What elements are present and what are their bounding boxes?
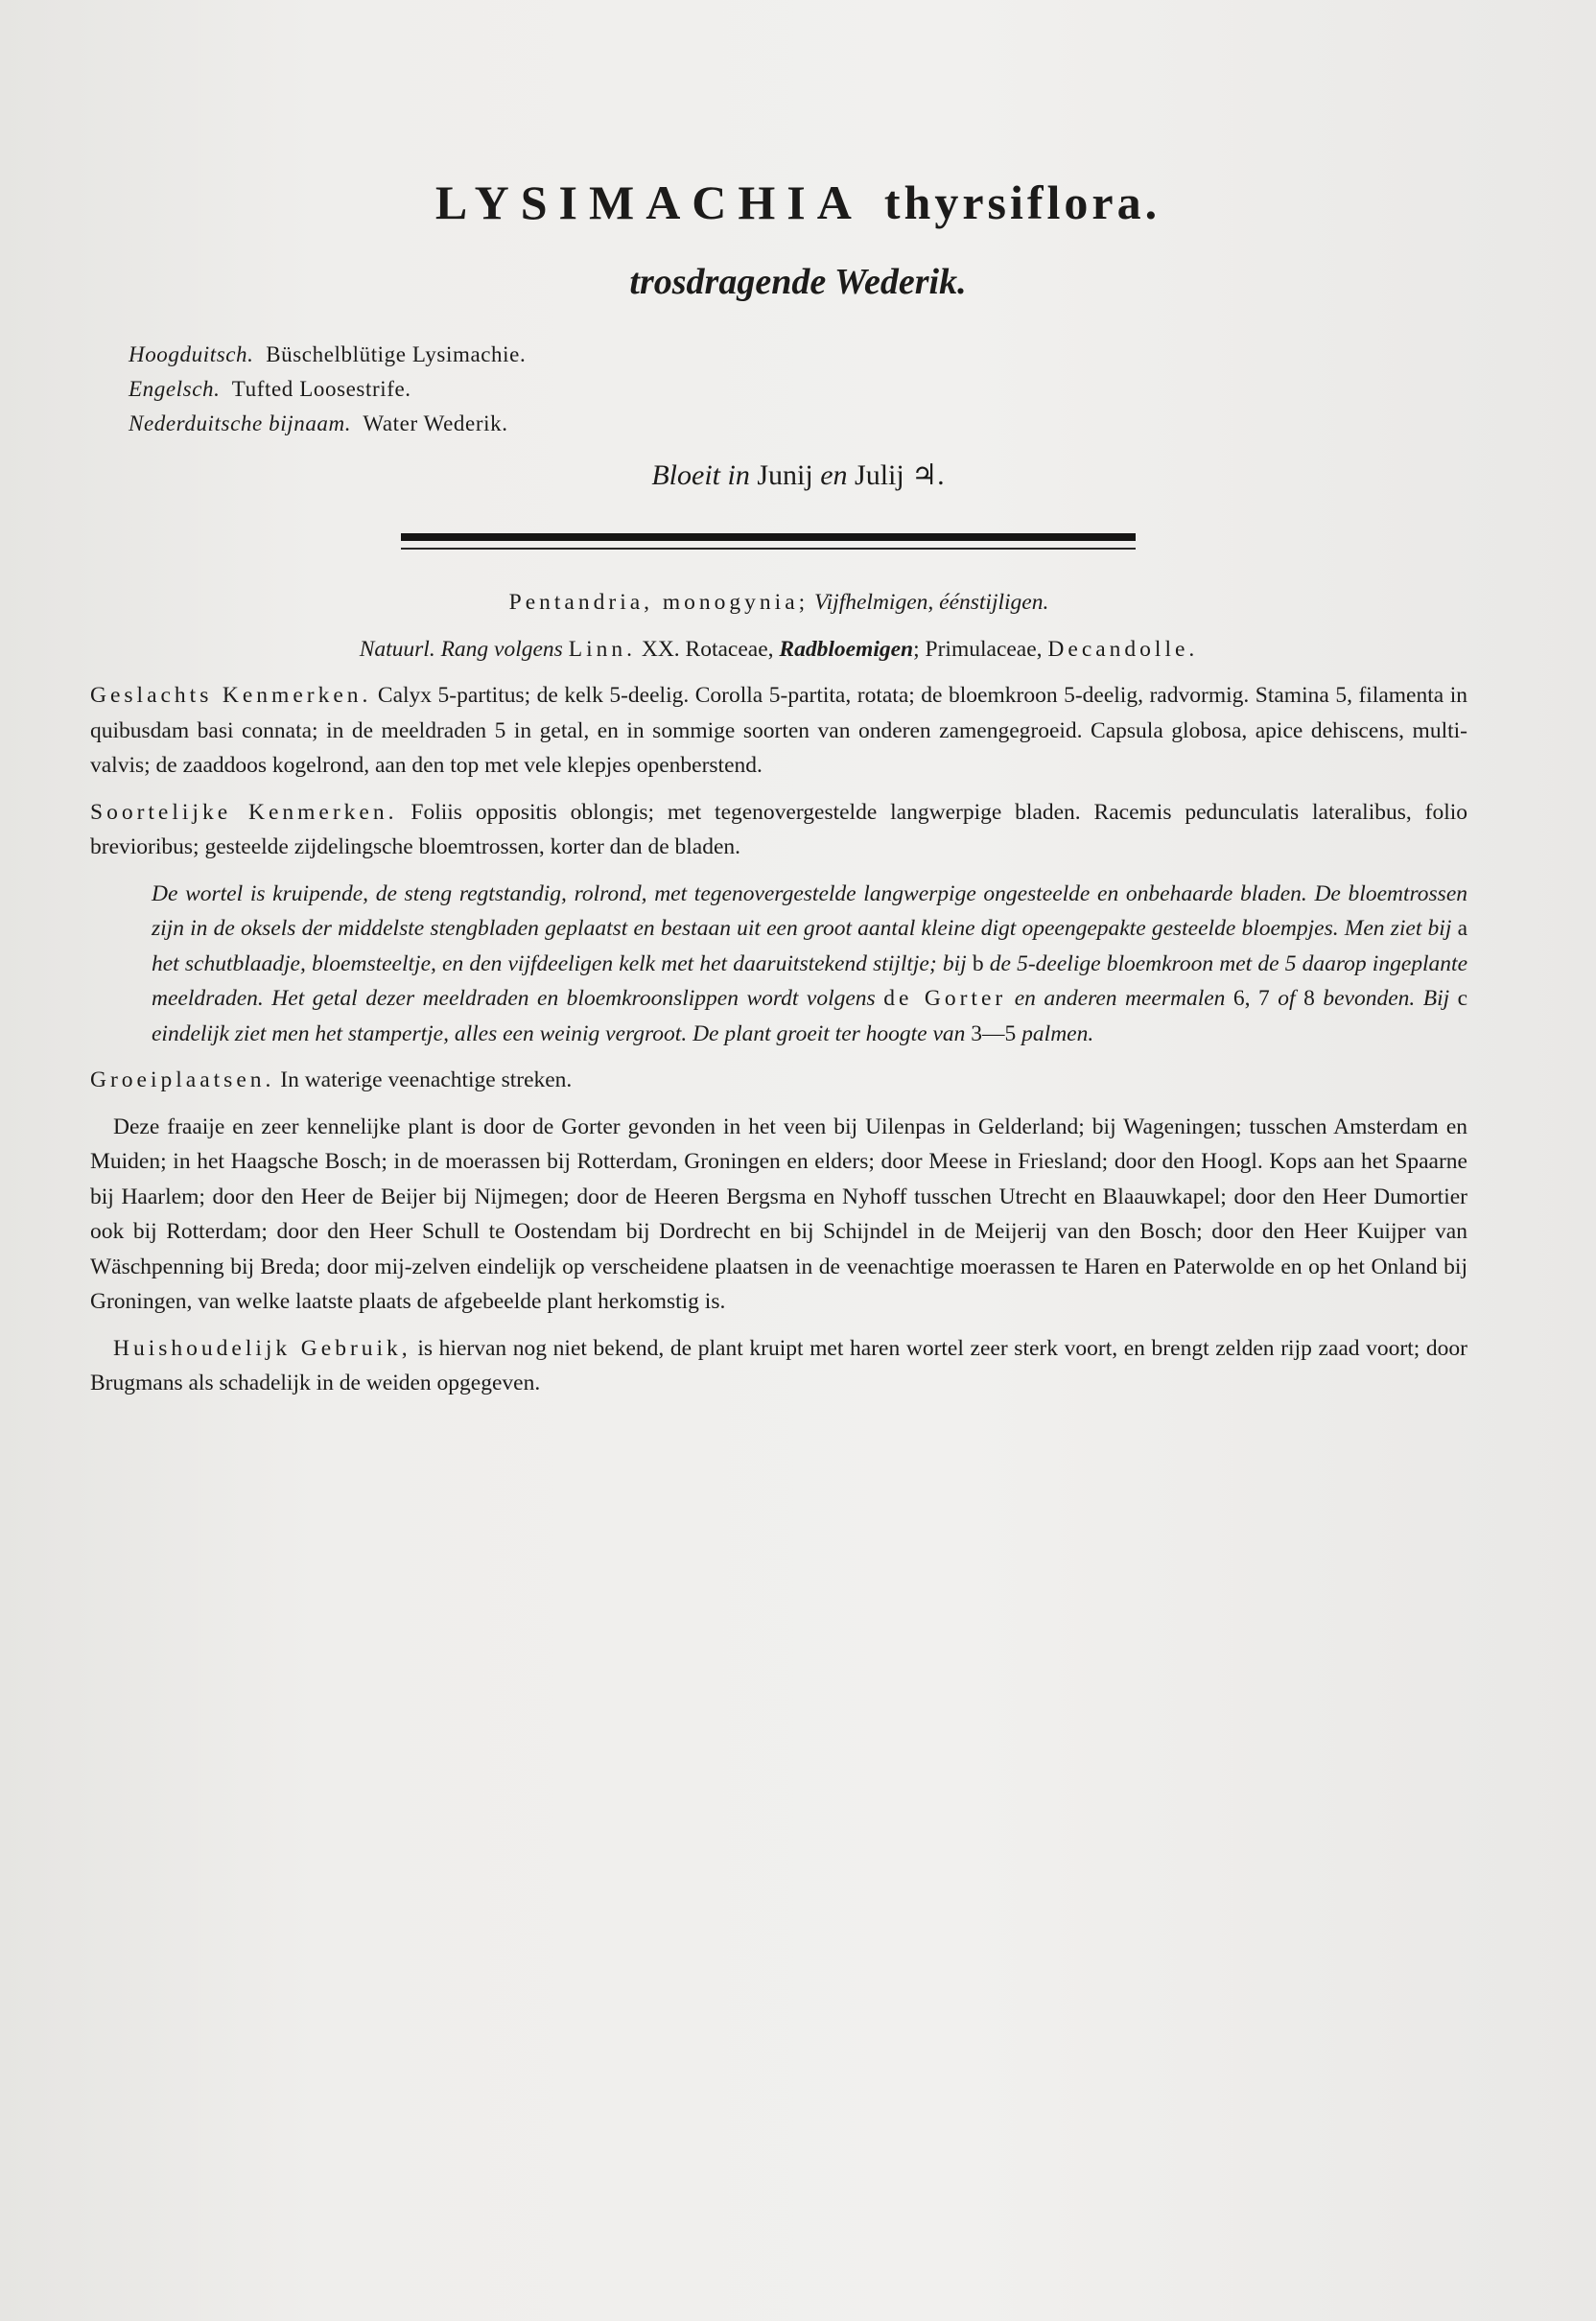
household-label: Huishoudelijk Gebruik, [113, 1335, 411, 1361]
classification-line-1 [90, 585, 1467, 621]
title-genus: LYSIMACHIA [434, 176, 863, 229]
genus-label: Geslachts Kenmerken. [90, 683, 372, 708]
flowering-month-1: Junij [757, 459, 813, 491]
radbloemigen: Radbloemigen [779, 636, 914, 662]
habitat-label: Groeiplaatsen. [90, 1067, 275, 1092]
name-row [129, 338, 526, 372]
page-title [0, 175, 1596, 230]
desc-numbers: 6, 7 [1232, 986, 1270, 1011]
household-use [90, 1331, 1467, 1401]
desc-part-1: De wortel is kruipende, de steng regtstandig, rolrond, met tegenovergestelde langwerpige ongesteelde en onbehaarde bladen. De bloemtrossen zijn in de oksels der middelste stengbladen geplaatst en bestaan uit een groot aantal kleine digt opeengepakte gesteelde bloempjes. Men ziet bij [152, 880, 1467, 941]
name-value: Tufted Loosestrife. [231, 377, 411, 401]
genus-text: Calyx 5-partitus; de kelk 5-deelig. Corolla 5-partita, rotata; de bloemkroon 5-deelig, radvormig. Stamina 5, filamenta in quibusdam basi connata; in de meeldraden 5 in getal, en in sommige soorten van onderen zamengegroeid. Capsula globosa, apice dehiscens, multi-valvis; de zaaddoos kogelrond, aan den top met vele klepjes openberstend. [90, 683, 1467, 778]
rank-value: XX. Rotaceae, [641, 636, 774, 662]
page-subtitle: trosdragende Wederik. [629, 262, 967, 302]
natural-rank-label: Natuurl. Rang volgens [359, 636, 563, 662]
desc-eight: 8 [1303, 986, 1315, 1011]
desc-part-4: en anderen meermalen [1014, 986, 1226, 1011]
name-row [129, 407, 526, 441]
desc-bevonden: bevonden. Bij [1323, 986, 1450, 1011]
flowering-label: Bloeit in [651, 459, 750, 491]
genus-characteristics [90, 678, 1467, 784]
name-row [129, 372, 526, 407]
name-language: Nederduitsche bijnaam. [129, 411, 352, 435]
figure-ref-a: a [1457, 916, 1468, 941]
body-text [90, 585, 1467, 1413]
desc-part-2: het schutblaadje, bloemsteeltje, en den vijfdeeligen kelk met het daaruitstekend stijltje; bij [152, 950, 967, 976]
name-language: Hoogduitsch. [129, 342, 254, 366]
flowering-month-2: Julij [855, 459, 904, 491]
divider-thick [401, 533, 1136, 541]
name-language: Engelsch. [129, 377, 221, 401]
desc-part-3: de 5-deelige bloemkroon met de 5 daarop ingeplante meeldraden. Het getal dezer meeldraden en bloemkroonslippen wordt volgens [152, 950, 1468, 1011]
title-species: thyrsiflora. [883, 176, 1162, 229]
class-pentandria-nl: Vijfhelmigen, éénstijligen. [814, 590, 1049, 615]
localities: Deze fraaije en zeer kennelijke plant is door de Gorter gevonden in het veen bij Uilenpas in Gelderland; bij Wageningen; tusschen Amsterdam en Muiden; in het Haagsche Bosch; in de moerassen bij Rotterdam, Groningen en elders; door Meese in Friesland; door den Hoogl. Kops aan het Spaarne bij Haarlem; door den Heer de Beijer bij Nijmegen; door de Heeren Bergsma en Nyhoff tusschen Utrecht en Blaauwkapel; door den Heer Dumortier ook bij Rotterdam; door den Heer Schull te Oostendam bij Dordrecht en bij Schijndel in de Meijerij van den Bosch; door den Heer Kuijper van Wäschpenning bij Breda; door mij-zelven eindelijk op verscheidene plaatsen in de veenachtige moerassen te Haren en Paterwolde en op het Onland bij Groningen, van welke laatste plaats de afgebeelde plant herkomstig is. [90, 1114, 1467, 1314]
figure-ref-c: c [1457, 986, 1468, 1011]
desc-of: of [1278, 986, 1296, 1011]
figure-ref-b: b [972, 950, 984, 976]
species-text: Foliis oppositis oblongis; met tegenovergestelde langwerpige bladen. Racemis pedunculatis lateralibus, folio brevioribus; gesteelde zijdelingsche bloemtrossen, korter dan de bladen. [90, 799, 1468, 859]
habitat-text: In waterige veenachtige streken. [280, 1067, 573, 1092]
perennial-symbol: ♃. [911, 459, 945, 491]
classification-line-2 [90, 632, 1467, 668]
habitat [90, 1063, 1467, 1098]
linnaeus: Linn. [568, 636, 636, 662]
primulaceae: ; Primulaceae, [913, 636, 1043, 662]
plant-description [152, 877, 1467, 1052]
desc-range: 3—5 [971, 1020, 1017, 1046]
common-names [129, 338, 526, 441]
decandolle: Decandolle. [1047, 636, 1199, 662]
desc-part-5: eindelijk ziet men het stampertje, alles een weinig vergroot. De plant groeit ter hoogte van [152, 1020, 966, 1046]
flowering-and: en [820, 459, 848, 491]
class-pentandria: Pentandria, monogynia; [508, 590, 810, 615]
name-value: Water Wederik. [363, 411, 508, 435]
species-characteristics [90, 795, 1467, 865]
author-gorter: de Gorter [883, 986, 1007, 1011]
household-text: is hiervan nog niet bekend, de plant kruipt met haren wortel zeer sterk voort, en brengt zelden rijp zaad voort; door Brugmans als schadelijk in de weiden opgegeven. [90, 1335, 1468, 1395]
divider-thin [401, 548, 1136, 550]
species-label: Soortelijke Kenmerken. [90, 799, 398, 825]
flowering-line [0, 458, 1596, 492]
name-value: Büschelblütige Lysimachie. [266, 342, 527, 366]
desc-part-6: palmen. [1021, 1020, 1094, 1046]
